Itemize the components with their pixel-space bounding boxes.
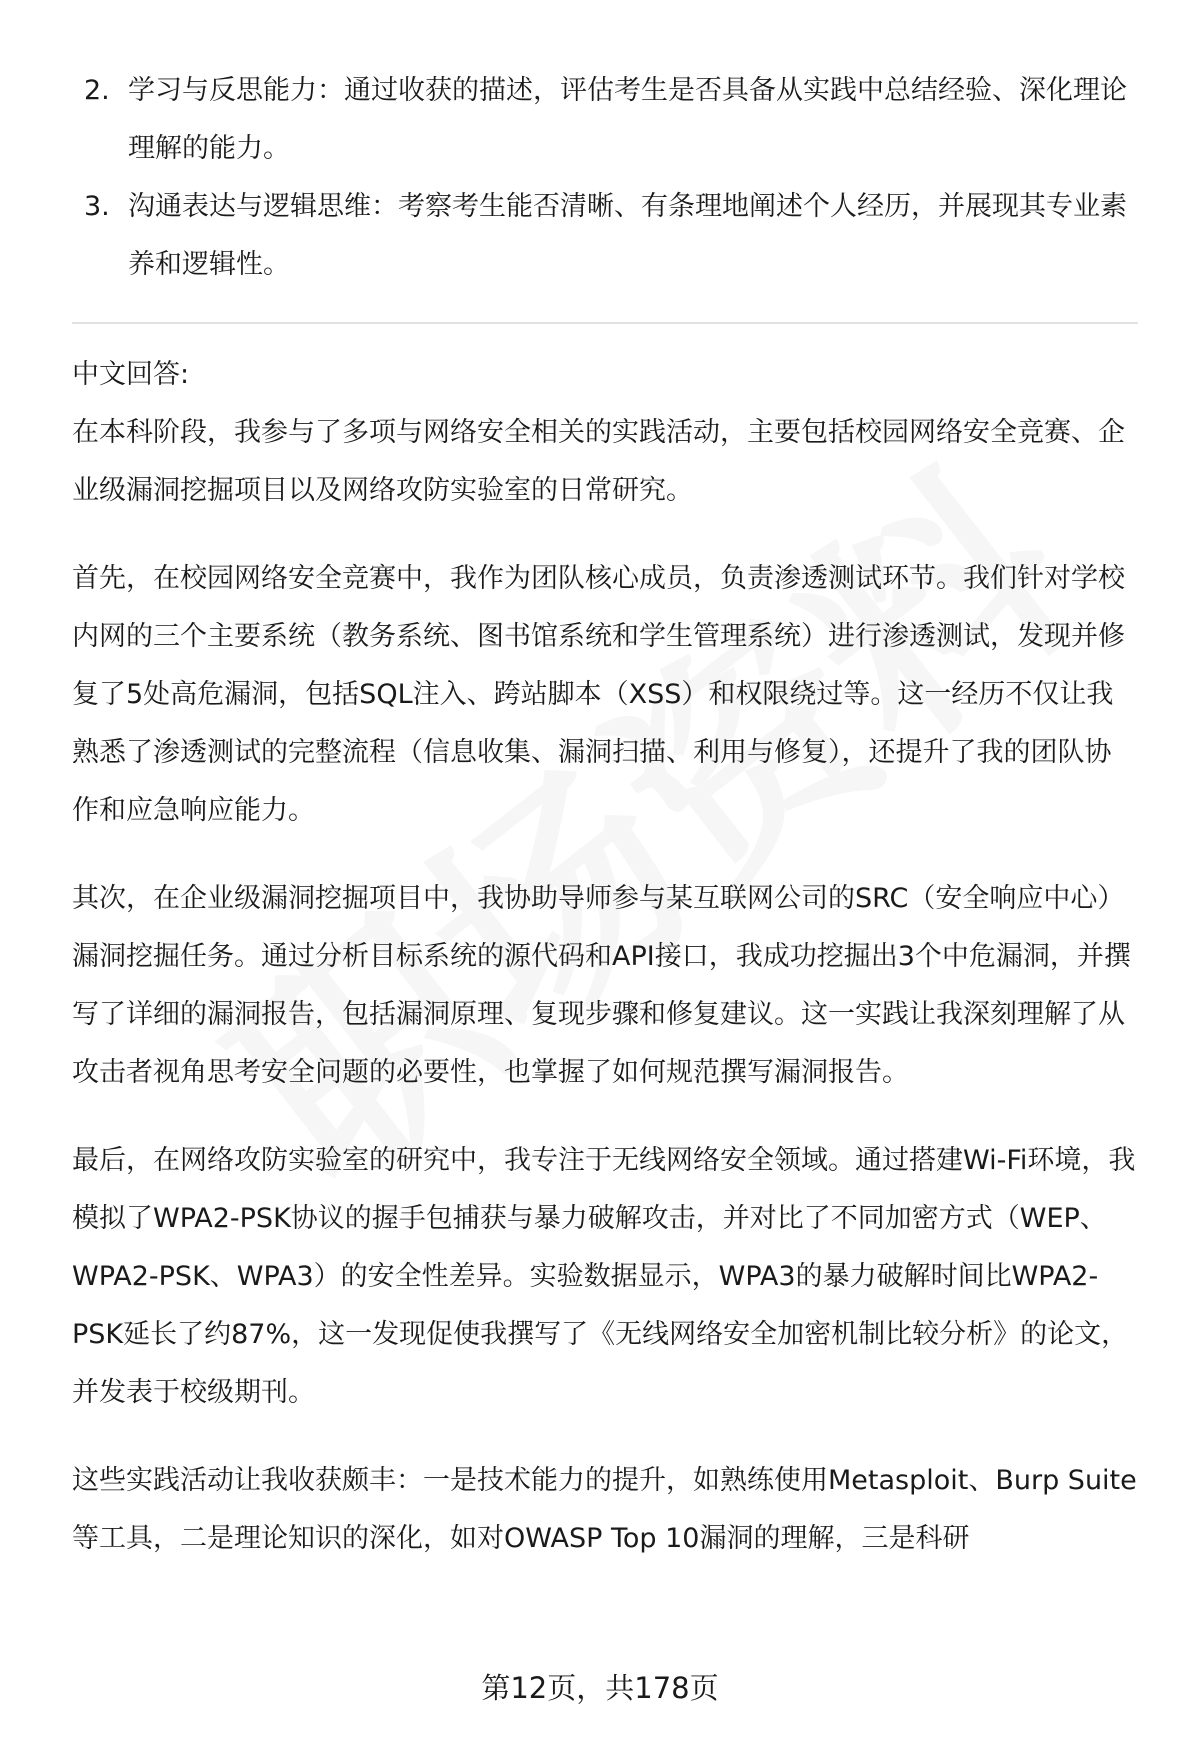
paragraph: 在本科阶段，我参与了多项与网络安全相关的实践活动，主要包括校园网络安全竞赛、企业级漏洞挖掘项目以及网络攻防实验室的日常研究。 (72, 417, 1125, 506)
list-item-number: 3. (84, 191, 110, 222)
list-item-number: 2. (84, 75, 110, 106)
paragraph: 首先，在校园网络安全竞赛中，我作为团队核心成员，负责渗透测试环节。我们针对学校内网的三个主要系统（教务系统、图书馆系统和学生管理系统）进行渗透测试，发现并修复了5处高危漏洞，包括SQL注入、跨站脚本（XSS）和权限绕过等。这一经历不仅让我熟悉了渗透测试的完整流程（信息收集、漏洞扫描、利用与修复），还提升了我的团队协作和应急响应能力。 (72, 563, 1125, 826)
page-number-footer: 第12页，共178页 (481, 1671, 719, 1705)
list-item (72, 62, 1138, 178)
list-item-text: 学习与反思能力：通过收获的描述，评估考生是否具备从实践中总结经验、深化理论理解的能力。 (128, 75, 1127, 164)
paragraph: 这些实践活动让我收获颇丰：一是技术能力的提升，如熟练使用Metasploit、Burp Suite等工具，二是理论知识的深化，如对OWASP Top 10漏洞的理解，三是科研 (72, 1465, 1137, 1554)
list-item (72, 178, 1138, 294)
evaluation-criteria-list (72, 62, 1138, 294)
paragraph: 其次，在企业级漏洞挖掘项目中，我协助导师参与某互联网公司的SRC（安全响应中心）漏洞挖掘任务。通过分析目标系统的源代码和API接口，我成功挖掘出3个中危漏洞，并撰写了详细的漏洞报告，包括漏洞原理、复现步骤和修复建议。这一实践让我深刻理解了从攻击者视角思考安全问题的必要性，也掌握了如何规范撰写漏洞报告。 (72, 883, 1131, 1088)
list-item-text: 沟通表达与逻辑思维：考察考生能否清晰、有条理地阐述个人经历，并展现其专业素养和逻辑性。 (128, 191, 1127, 280)
paragraph: 最后，在网络攻防实验室的研究中，我专注于无线网络安全领域。通过搭建Wi-Fi环境，我模拟了WPA2-PSK协议的握手包捕获与暴力破解攻击，并对比了不同加密方式（WEP、WPA2-PSK、WPA3）的安全性差异。实验数据显示，WPA3的暴力破解时间比WPA2-PSK延长了约87%，这一发现促使我撰写了《无线网络安全加密机制比较分析》的论文，并发表于校级期刊。 (72, 1145, 1136, 1408)
answer-label: 中文回答: (72, 359, 190, 390)
page-content (72, 62, 1138, 1598)
section-divider (72, 322, 1138, 324)
